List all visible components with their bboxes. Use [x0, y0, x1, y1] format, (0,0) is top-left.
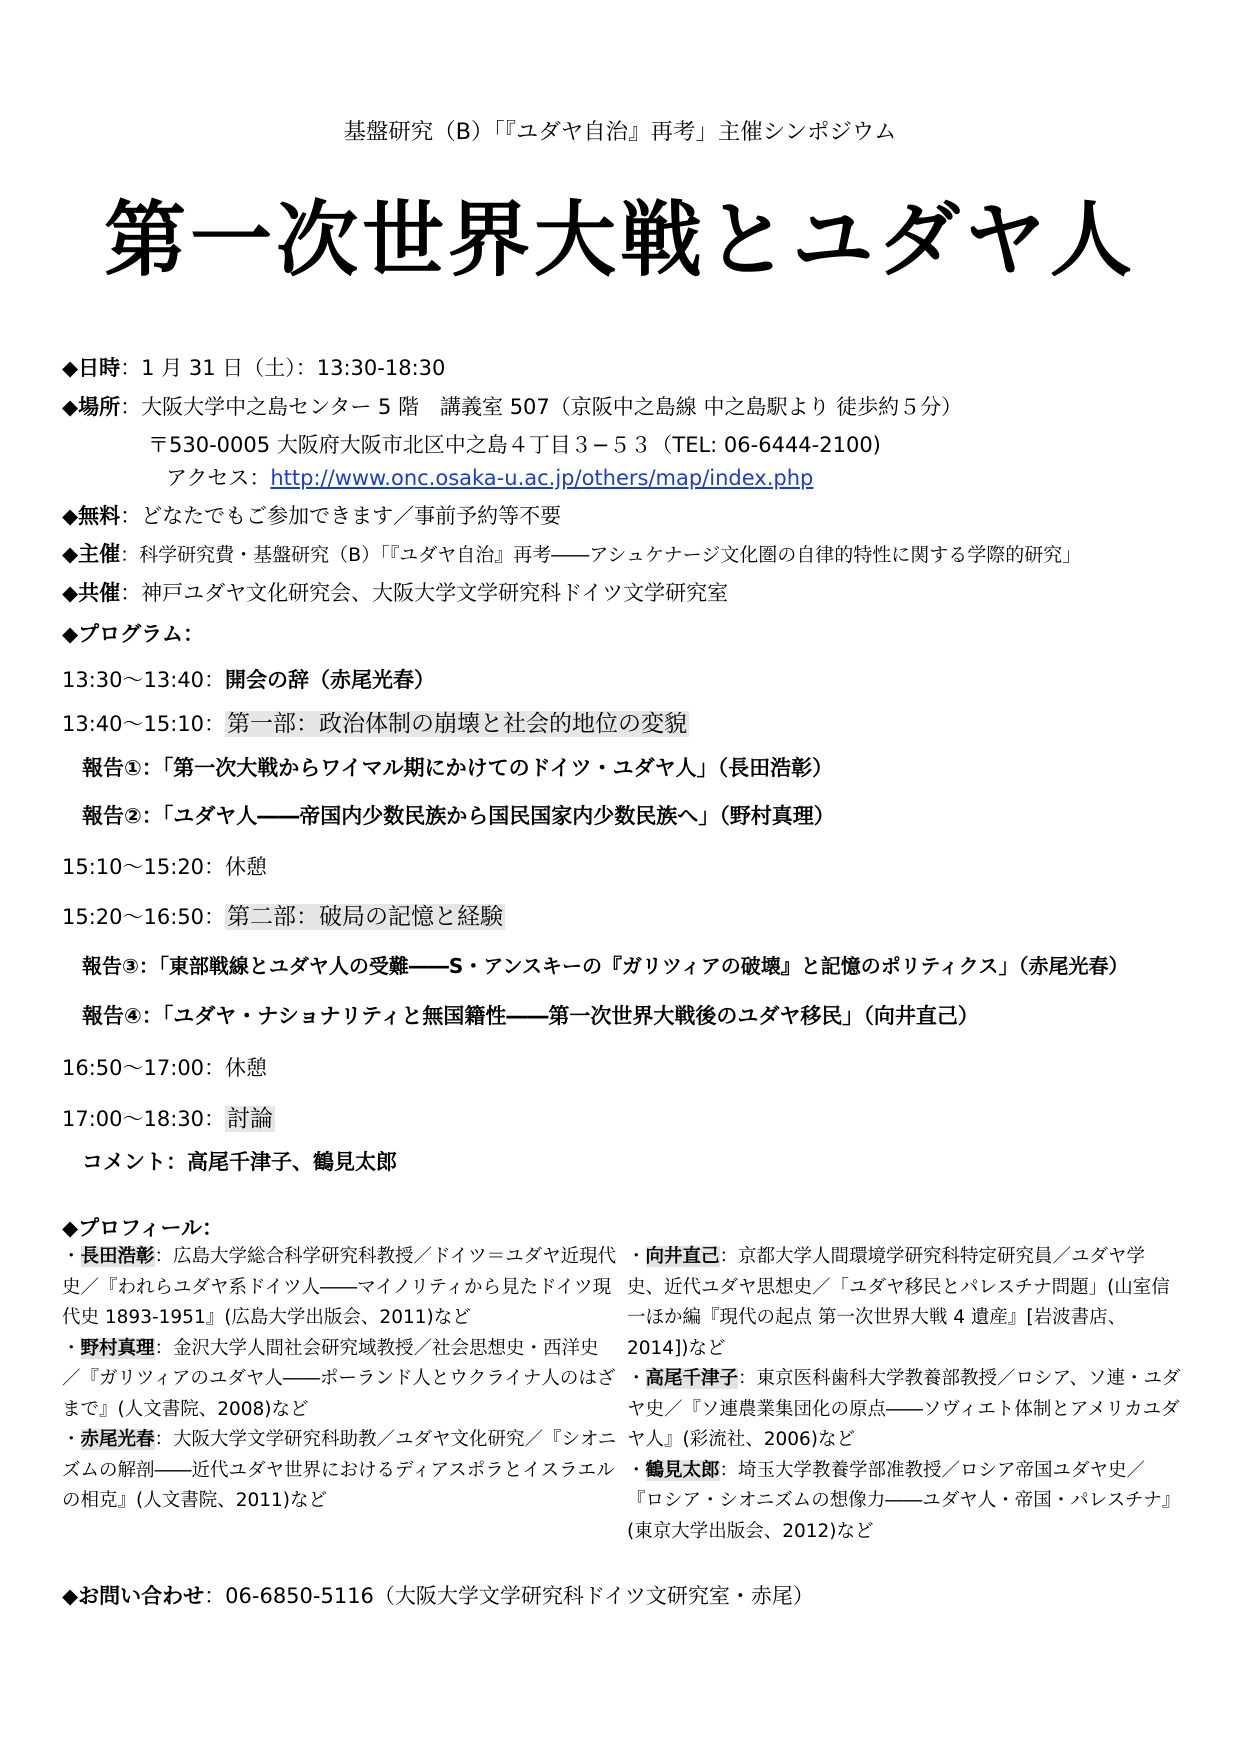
profile-name: 野村真理	[80, 1337, 155, 1359]
profile-name: 高尾千津子	[645, 1368, 739, 1389]
organizer-label: ◆主催	[62, 542, 121, 566]
profile-text: ：広島大学総合科学研究科教授／ドイツ＝ユダヤ近現代史／『われらユダヤ系ドイツ人――マイノリティから見たドイツ現代史 1893-1951』(広島大学出版会、2011)など	[62, 1246, 617, 1328]
access-row	[166, 462, 813, 492]
profile-text: ：埼玉大学教養学部准教授／ロシア帝国ユダヤ史／『ロシア・シオニズムの想像力――ユダヤ人・帝国・パレスチナ』(東京大学出版会、2012)など	[627, 1459, 1181, 1542]
report-2: 報告②：「ユダヤ人――帝国内少数民族から国民国家内少数民族へ」（野村真理）	[82, 804, 835, 828]
profile-heading: ◆プロフィール：	[62, 1216, 224, 1240]
program-break2	[62, 1052, 267, 1082]
part2-title: 第二部：破局の記憶と経験	[227, 904, 504, 930]
profile-entry: ・向井直己：京都大学人間環境学研究科特定研究員／ユダヤ学史、近代ユダヤ思想史／「ユダヤ移民とパレスチナ問題」(山室信一ほか編『現代の起点 第一次世界大戦 4 遺産』[岩波書店、2014])など	[627, 1246, 1170, 1359]
comment-row: コメント：高尾千津子、鶴見太郎	[82, 1150, 397, 1174]
date-label: ◆日時	[62, 356, 121, 380]
contact-value: ：06-6850-5116（大阪大学文学研究科ドイツ文研究室・赤尾）	[204, 1584, 814, 1608]
cosponsor-row	[62, 577, 728, 607]
venue-label: ◆場所	[62, 395, 121, 419]
profile-name: 赤尾光春	[80, 1429, 155, 1450]
profile-text: ：京都大学人間環境学研究科特定研究員／ユダヤ学史、近代ユダヤ思想史／「ユダヤ移民とパレスチナ問題」(山室信一ほか編『現代の起点 第一次世界大戦 4 遺産』[岩波書店、2014])など	[627, 1246, 1170, 1359]
profile-entry: ・野村真理：金沢大学人間社会研究域教授／社会思想史・西洋史／『ガリツィアのユダヤ人――ポーランド人とウクライナ人のはざまで』(人文書院、2008)など	[62, 1337, 616, 1420]
report-3: 報告③：「東部戦線とユダヤ人の受難――S・アンスキーの『ガリツィアの破壊』と記憶のポリティクス」（赤尾光春）	[82, 954, 1129, 978]
discussion-title: 討論	[227, 1106, 274, 1132]
break1-text: 休憩	[225, 855, 268, 879]
venue-address: 〒530-0005 大阪府大阪市北区中之島４丁目３−５３（TEL: 06-6444-2100)	[148, 433, 881, 457]
profile-entry: ・鶴見太郎：埼玉大学教養学部准教授／ロシア帝国ユダヤ史／『ロシア・シオニズムの想像力――ユダヤ人・帝国・パレスチナ』(東京大学出版会、2012)など	[627, 1459, 1181, 1542]
access-label: アクセス：	[166, 466, 271, 490]
profile-column-right	[627, 1242, 1182, 1547]
break1-time: 15:10〜15:20：	[62, 855, 226, 879]
cosponsor-label: ◆共催	[62, 581, 121, 605]
part1-title: 第一部：政治体制の崩壊と社会的地位の変貌	[227, 711, 688, 737]
date-row	[62, 352, 445, 382]
profile-text: ：大阪大学文学研究科助教／ユダヤ文化研究／『シオニズムの解剖――近代ユダヤ世界におけるディアスポラとイスラエルの相克』(人文書院、2011)など	[62, 1429, 617, 1511]
event-subtitle: 基盤研究（B）「『ユダヤ自治』再考」主催シンポジウム	[343, 119, 897, 145]
profile-entry: ・長田浩彰：広島大学総合科学研究科教授／ドイツ＝ユダヤ近現代史／『われらユダヤ系ドイツ人――マイノリティから見たドイツ現代史 1893-1951』(広島大学出版会、2011)など	[62, 1246, 617, 1328]
report-1: 報告①：「第一次大戦からワイマル期にかけてのドイツ・ユダヤ人」（長田浩彰）	[82, 756, 834, 780]
profile-name: 向井直己	[645, 1246, 720, 1267]
discussion-time: 17:00〜18:30：	[62, 1107, 226, 1131]
fee-row	[62, 500, 561, 530]
contact-row	[62, 1580, 814, 1610]
program-part1	[62, 705, 689, 738]
program-break1	[62, 851, 267, 881]
program-part2	[62, 898, 505, 931]
venue-row	[62, 391, 962, 421]
profile-entry: ・赤尾光春：大阪大学文学研究科助教／ユダヤ文化研究／『シオニズムの解剖――近代ユダヤ世界におけるディアスポラとイスラエルの相克』(人文書院、2011)など	[62, 1429, 617, 1511]
profile-column-left	[62, 1242, 617, 1517]
contact-label: ◆お問い合わせ	[62, 1584, 205, 1608]
program-heading: ◆プログラム：	[62, 622, 204, 646]
part1-time: 13:40〜15:10：	[62, 712, 226, 736]
organizer-value: ：科学研究費・基盤研究（B）「『ユダヤ自治』再考――アシュケナージ文化圏の自律的特性に関する学際的研究」	[120, 544, 1082, 566]
access-link[interactable]: http://www.onc.osaka-u.ac.jp/others/map/index.php	[270, 466, 814, 490]
profile-text: ：金沢大学人間社会研究域教授／社会思想史・西洋史／『ガリツィアのユダヤ人――ポーランド人とウクライナ人のはざまで』(人文書院、2008)など	[62, 1337, 616, 1420]
opening-time: 13:30〜13:40：	[62, 668, 226, 692]
fee-label: ◆無料	[62, 504, 121, 528]
opening-text: 開会の辞（赤尾光春）	[225, 668, 436, 692]
profile-entry: ・高尾千津子：東京医科歯科大学教養部教授／ロシア、ソ連・ユダヤ史／『ソ連農業集団化の原点――ソヴィエト体制とアメリカユダヤ人』(彩流社、2006)など	[627, 1368, 1181, 1450]
event-title: 第一次世界大戦とユダヤ人	[104, 192, 1136, 288]
fee-value: ：どなたでもご参加できます／事前予約等不要	[120, 504, 562, 528]
date-value: ：1 月 31 日（土）：13:30-18:30	[120, 356, 446, 380]
venue-value: ：大阪大学中之島センター 5 階 講義室 507（京阪中之島線 中之島駅より 徒歩約５分）	[120, 395, 963, 419]
program-discussion	[62, 1100, 275, 1133]
part2-time: 15:20〜16:50：	[62, 905, 226, 929]
program-opening	[62, 664, 435, 694]
break2-text: 休憩	[225, 1056, 268, 1080]
profile-name: 長田浩彰	[80, 1246, 155, 1267]
profile-text: ：東京医科歯科大学教養部教授／ロシア、ソ連・ユダヤ史／『ソ連農業集団化の原点――ソヴィエト体制とアメリカユダヤ人』(彩流社、2006)など	[627, 1368, 1181, 1450]
organizer-row	[62, 538, 1081, 568]
profile-name: 鶴見太郎	[645, 1459, 720, 1481]
cosponsor-value: ：神戸ユダヤ文化研究会、大阪大学文学研究科ドイツ文学研究室	[120, 581, 729, 605]
report-4: 報告④：「ユダヤ・ナショナリティと無国籍性――第一次世界大戦後のユダヤ移民」（向井直己）	[82, 1004, 979, 1028]
break2-time: 16:50〜17:00：	[62, 1056, 226, 1080]
